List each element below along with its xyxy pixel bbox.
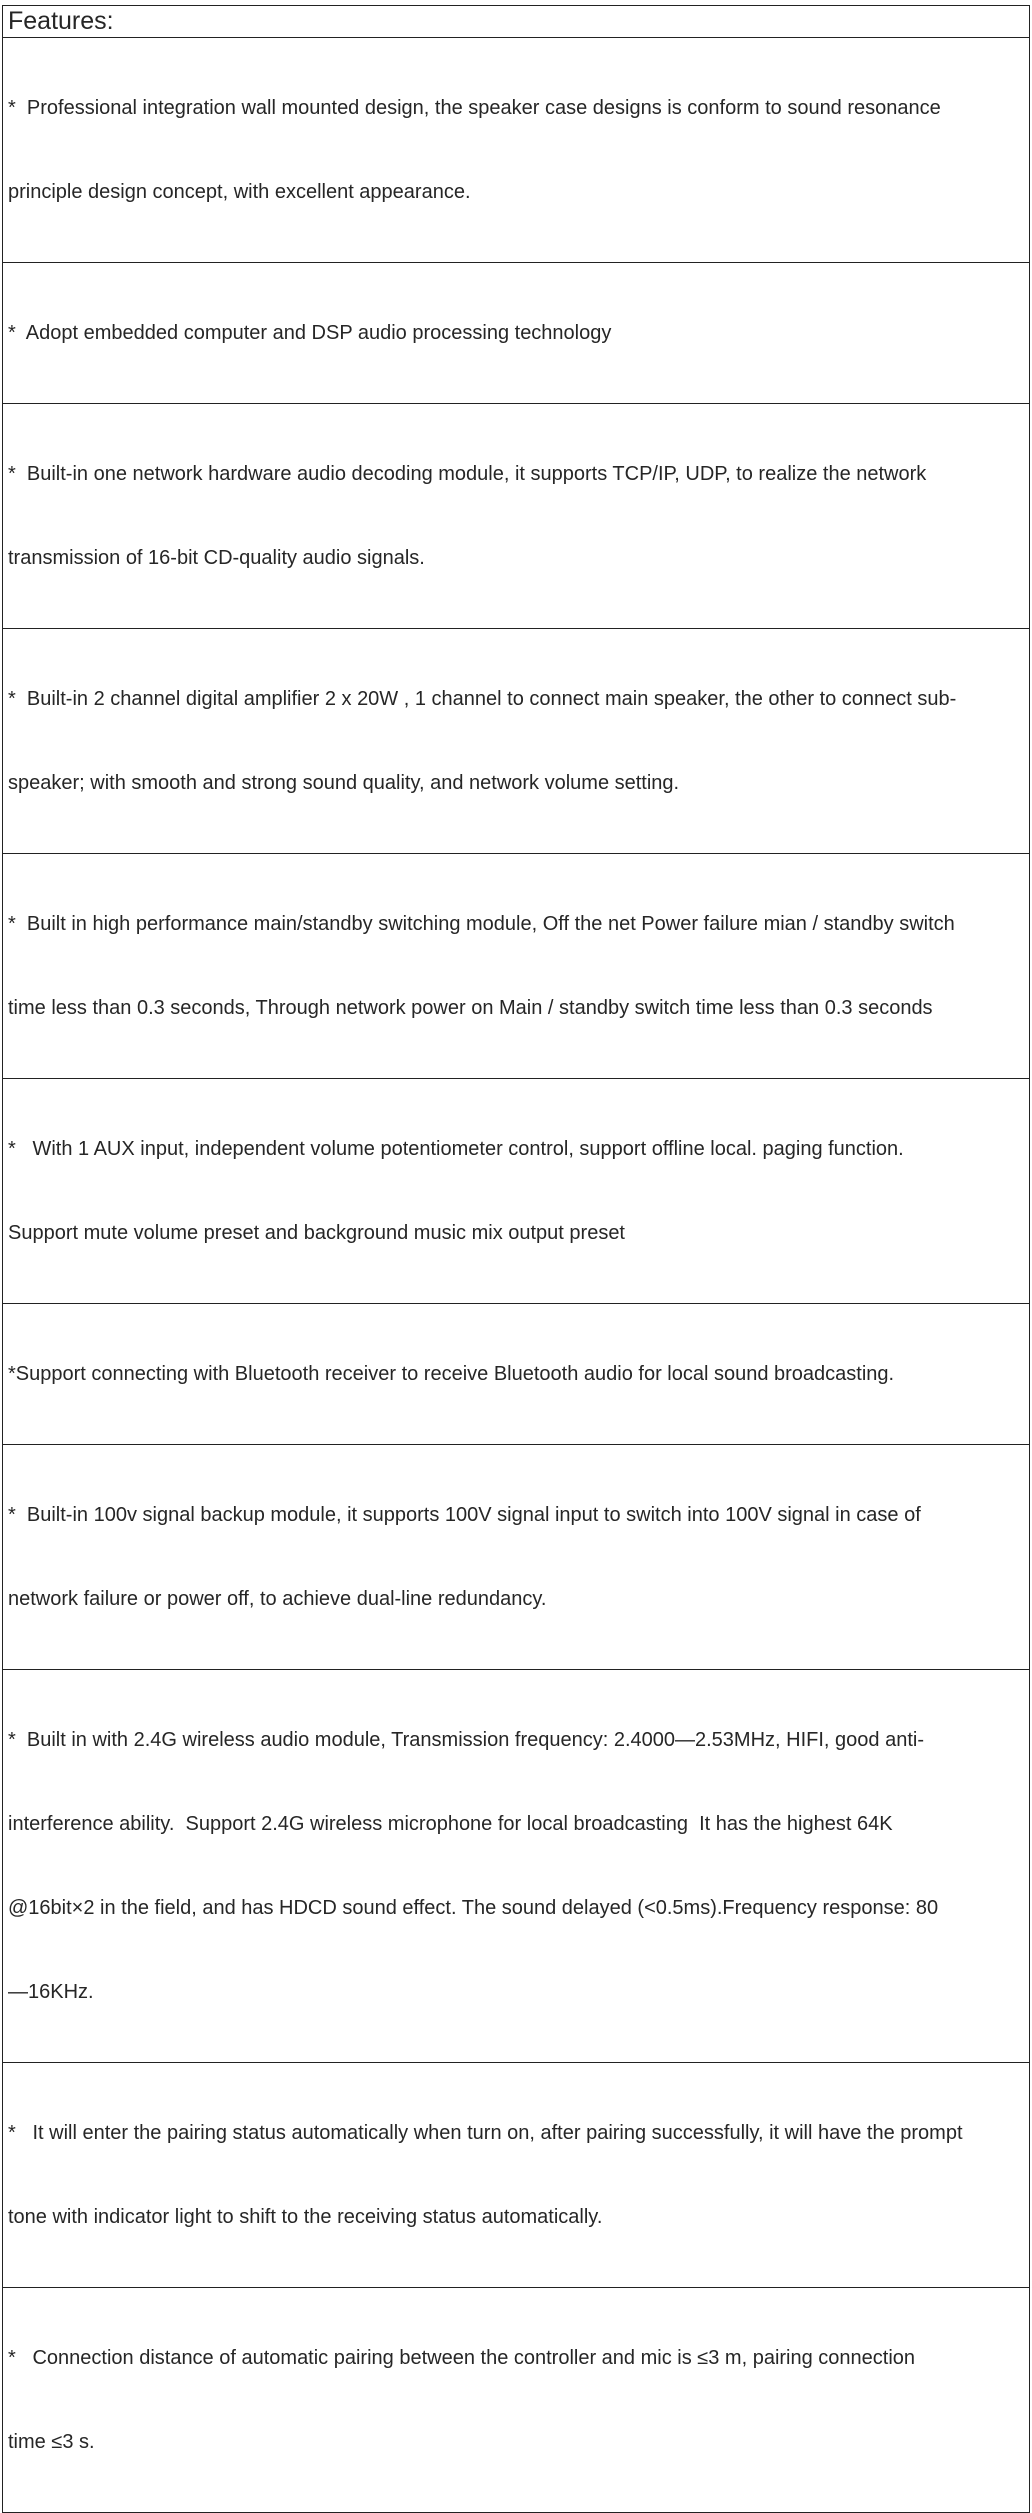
feature-line: * Adopt embedded computer and DSP audio processing technology <box>8 322 612 344</box>
features-table <box>2 5 1030 2513</box>
feature-line: *Support connecting with Bluetooth receiver to receive Bluetooth audio for local sound broadcasting. <box>8 1363 895 1385</box>
feature-line: transmission of 16-bit CD-quality audio signals. <box>8 547 425 569</box>
feature-line: Support mute volume preset and background music mix output preset <box>8 1222 625 1244</box>
feature-item-5 <box>3 854 1029 1079</box>
feature-item-6 <box>3 1079 1029 1304</box>
feature-line: * Connection distance of automatic pairing between the controller and mic is ≤3 m, pairing connection <box>8 2347 916 2369</box>
feature-item-1 <box>3 38 1029 263</box>
feature-line: principle design concept, with excellent appearance. <box>8 181 471 203</box>
feature-item-2 <box>3 263 1029 404</box>
feature-line: tone with indicator light to shift to the receiving status automatically. <box>8 2206 603 2228</box>
feature-item-10 <box>3 2063 1029 2288</box>
feature-line: * Built-in one network hardware audio decoding module, it supports TCP/IP, UDP, to realize the network <box>8 463 927 485</box>
feature-item-4 <box>3 629 1029 854</box>
feature-line: time ≤3 s. <box>8 2431 95 2453</box>
feature-line: * Built in high performance main/standby switching module, Off the net Power failure mian / standby switch <box>8 913 955 935</box>
feature-line: interference ability. Support 2.4G wireless microphone for local broadcasting It has the highest 64K <box>8 1813 893 1835</box>
feature-item-11 <box>3 2288 1029 2513</box>
feature-line: time less than 0.3 seconds, Through network power on Main / standby switch time less than 0.3 seconds <box>8 997 933 1019</box>
feature-line: speaker; with smooth and strong sound quality, and network volume setting. <box>8 772 680 794</box>
feature-line: * With 1 AUX input, independent volume potentiometer control, support offline local. paging function. <box>8 1138 904 1160</box>
feature-item-9 <box>3 1670 1029 2063</box>
feature-line: —16KHz. <box>8 1981 94 2003</box>
feature-line: * Built-in 2 channel digital amplifier 2 x 20W , 1 channel to connect main speaker, the other to connect sub- <box>8 688 957 710</box>
feature-line: * Professional integration wall mounted design, the speaker case designs is conform to sound resonance <box>8 97 941 119</box>
feature-line: * Built in with 2.4G wireless audio module, Transmission frequency: 2.4000—2.53MHz, HIFI, good anti- <box>8 1729 924 1751</box>
feature-item-3 <box>3 404 1029 629</box>
feature-item-8 <box>3 1445 1029 1670</box>
feature-line: @16bit×2 in the field, and has HDCD sound effect. The sound delayed (<0.5ms).Frequency response: 80 <box>8 1897 939 1919</box>
feature-item-7 <box>3 1304 1029 1445</box>
feature-line: network failure or power off, to achieve dual-line redundancy. <box>8 1588 547 1610</box>
feature-line: * Built-in 100v signal backup module, it supports 100V signal input to switch into 100V signal in case of <box>8 1504 921 1526</box>
features-heading: Features: <box>3 6 1029 38</box>
feature-line: * It will enter the pairing status automatically when turn on, after pairing successfully, it will have the prompt <box>8 2122 963 2144</box>
